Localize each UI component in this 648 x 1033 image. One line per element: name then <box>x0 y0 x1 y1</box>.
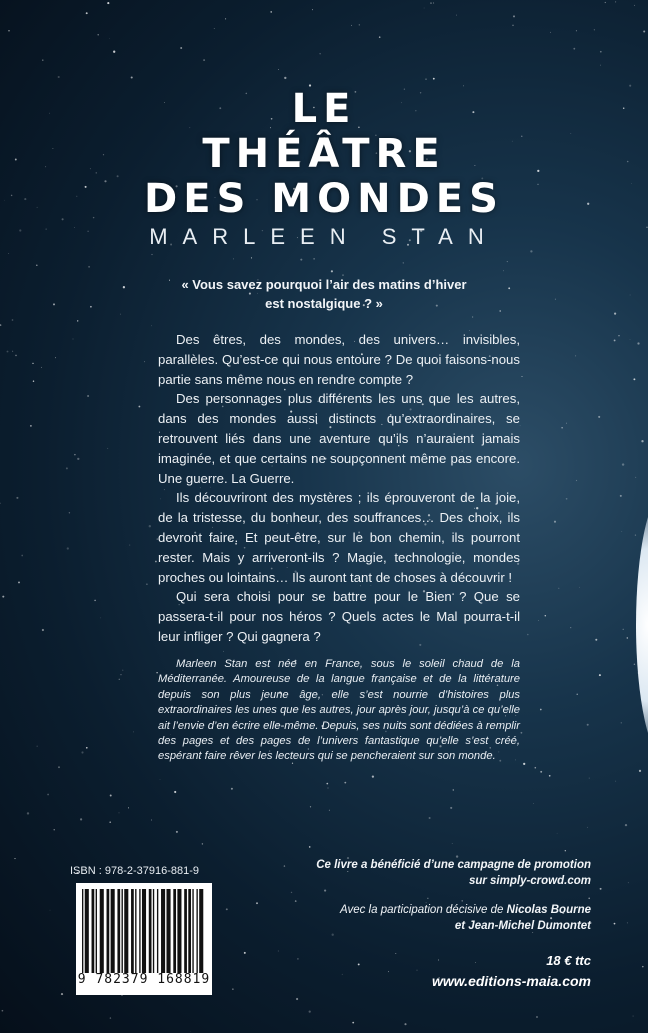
publisher-website[interactable]: www.editions-maia.com <box>432 973 591 989</box>
star <box>278 951 279 952</box>
star <box>557 833 558 834</box>
star <box>538 620 539 621</box>
collab-prefix: Avec la participation décisive de <box>340 904 504 916</box>
star <box>639 770 641 772</box>
synopsis-paragraph: Qui sera choisi pour se battre pour le Bien ? Que se passera-t-il pour nos héros ? Quels actes le Mal pourra-t-il leur infliger ? Qui gagnera ? <box>158 589 520 644</box>
star <box>637 342 639 344</box>
star <box>278 69 279 70</box>
star <box>88 266 90 268</box>
star <box>600 65 601 66</box>
star <box>244 952 246 954</box>
star <box>614 313 616 315</box>
star <box>146 583 148 585</box>
star <box>231 788 233 790</box>
star <box>296 998 298 1000</box>
star <box>566 423 567 424</box>
star <box>530 250 532 252</box>
star <box>425 78 427 80</box>
star <box>2 1010 4 1012</box>
star <box>635 477 636 478</box>
star <box>554 521 556 523</box>
star <box>107 2 109 4</box>
star <box>54 829 55 830</box>
star <box>313 258 314 259</box>
barcode-bar <box>82 889 83 973</box>
star <box>587 827 588 828</box>
star <box>577 694 578 695</box>
star <box>352 1022 354 1024</box>
star <box>351 25 352 26</box>
star <box>291 892 292 893</box>
star <box>120 314 121 315</box>
star <box>41 367 42 368</box>
star <box>15 355 17 357</box>
barcode-digits: 9 782379 168819 <box>77 972 211 987</box>
star <box>151 820 152 821</box>
star <box>453 789 454 790</box>
barcode-bar <box>107 889 110 973</box>
barcode-bar <box>111 889 115 973</box>
star <box>475 962 476 963</box>
barcode-bars <box>82 889 206 973</box>
star <box>558 588 559 589</box>
star <box>329 810 330 811</box>
star <box>522 376 523 377</box>
star <box>12 351 13 352</box>
star <box>615 781 616 782</box>
barcode-bar <box>192 889 193 973</box>
barcode-bar <box>153 889 154 973</box>
star <box>508 287 510 289</box>
star <box>615 1 616 2</box>
barcode-bar <box>173 889 176 973</box>
barcode <box>76 883 212 995</box>
star <box>58 766 60 768</box>
star <box>174 791 176 793</box>
star <box>81 751 83 753</box>
barcode-bar <box>177 889 181 973</box>
collab-line-1 <box>340 903 591 919</box>
star <box>512 25 513 26</box>
star <box>594 29 595 30</box>
synopsis <box>158 330 520 647</box>
star <box>131 76 133 78</box>
star <box>433 78 435 80</box>
star <box>570 627 571 628</box>
star <box>233 258 234 259</box>
star <box>331 270 333 272</box>
star <box>100 618 101 619</box>
star <box>77 458 79 460</box>
star <box>21 555 23 557</box>
star <box>320 53 321 54</box>
star <box>503 270 504 271</box>
barcode-bar <box>135 889 136 973</box>
star <box>344 782 346 784</box>
star <box>284 77 286 79</box>
star <box>129 545 130 546</box>
barcode-bar <box>117 889 120 973</box>
collab-name-1: Nicolas Bourne <box>506 904 591 916</box>
star <box>634 5 635 6</box>
star <box>110 795 112 797</box>
star <box>110 1017 111 1018</box>
star <box>599 674 601 676</box>
star <box>327 787 328 788</box>
star <box>151 254 152 255</box>
star <box>190 1031 191 1032</box>
star <box>58 76 60 78</box>
star <box>372 775 374 777</box>
star <box>565 850 566 851</box>
star <box>251 257 252 258</box>
star <box>627 637 628 638</box>
star <box>73 339 74 340</box>
star <box>297 958 299 960</box>
star <box>113 51 115 53</box>
star <box>169 280 170 281</box>
star <box>324 890 326 892</box>
barcode-bar <box>157 889 158 973</box>
star <box>37 746 38 747</box>
star <box>555 299 556 300</box>
star <box>521 732 523 734</box>
star <box>123 286 125 288</box>
barcode-bar <box>124 889 128 973</box>
barcode-bar <box>139 889 140 973</box>
star <box>403 262 404 263</box>
promo-line-1: Ce livre a bénéficié d’une campagne de promotion <box>316 859 591 871</box>
star <box>427 898 428 899</box>
barcode-bar <box>166 889 170 973</box>
star <box>42 59 43 60</box>
star <box>14 858 15 859</box>
star <box>614 923 616 925</box>
star <box>149 525 151 527</box>
star <box>332 934 334 936</box>
star <box>67 547 69 549</box>
star <box>575 355 576 356</box>
star <box>0 503 1 504</box>
barcode-bar <box>161 889 165 973</box>
star <box>628 883 629 884</box>
barcode-bar <box>149 889 152 973</box>
collab-line-2: et Jean-Michel Dumontet <box>454 919 591 932</box>
star <box>109 38 110 39</box>
star <box>94 600 96 602</box>
star <box>80 818 82 820</box>
star <box>144 361 145 362</box>
star <box>513 15 515 17</box>
star <box>634 664 635 665</box>
star <box>342 974 343 975</box>
title-line-3: DES MONDES <box>144 176 504 222</box>
star <box>545 615 546 616</box>
promo-line-2: sur simply-crowd.com <box>468 874 591 887</box>
star <box>433 3 434 4</box>
barcode-bar <box>142 889 146 973</box>
barcode-bar <box>131 889 134 973</box>
star <box>536 1016 538 1018</box>
star <box>462 900 463 901</box>
star <box>623 629 624 630</box>
star <box>120 674 121 675</box>
star <box>430 2 431 3</box>
star <box>614 339 616 341</box>
star <box>7 351 9 353</box>
star <box>203 59 205 61</box>
star <box>122 670 123 671</box>
star <box>2 596 4 598</box>
author-name: MARLEEN STAN <box>149 224 499 249</box>
star <box>379 36 381 38</box>
star <box>429 817 431 819</box>
star <box>214 28 215 29</box>
star <box>155 561 157 563</box>
star <box>630 295 631 296</box>
star <box>589 778 590 779</box>
author-bio-text: Marleen Stan est née en France, sous le soleil chaud de la Méditerranée. Amoureuse de la langue française et de la littérature depuis son plus jeune âge, elle s’est nourrie d’histoires plus extraordinaires les unes que les autres, jour après jour, jusqu’à ce qu’elle ait l’envie d’en écrire elle-même. Depuis, ses nuits sont dédiées à remplir des pages et des pages de l’univers fantastique qu’elle s’est créé, espérant faire rêver les lecteurs qui se pencheraient sur son monde. <box>158 658 520 763</box>
star <box>256 902 258 904</box>
star <box>310 806 311 807</box>
star <box>326 783 328 785</box>
star <box>598 416 600 418</box>
star <box>633 1016 634 1017</box>
promo-note <box>316 858 591 889</box>
star <box>27 812 29 814</box>
barcode-bar <box>96 889 97 973</box>
star <box>300 259 302 261</box>
star <box>643 30 645 32</box>
star <box>50 910 51 911</box>
star <box>358 963 360 965</box>
star <box>587 724 589 726</box>
star <box>55 357 56 358</box>
star <box>579 587 580 588</box>
star <box>540 709 542 711</box>
synopsis-paragraph: Des personnages plus différents les uns que les autres, dans des mondes aussi distincts qu’extraordinaires, se retrouvent liés dans une aventure qu’ils n’auraient jamais imaginée, et que certains ne soupçonnent même pas encore. Une guerre. La Guerre. <box>158 391 520 486</box>
star <box>270 11 272 13</box>
star <box>86 12 88 14</box>
star <box>202 843 203 844</box>
star <box>576 480 577 481</box>
star <box>232 988 233 989</box>
star <box>47 794 49 796</box>
star <box>523 763 525 765</box>
star <box>600 888 602 890</box>
star <box>576 30 577 31</box>
star <box>549 775 551 777</box>
star <box>160 779 161 780</box>
star <box>395 953 396 954</box>
star <box>295 900 297 902</box>
star <box>133 731 134 732</box>
star <box>223 651 224 652</box>
star <box>53 303 55 305</box>
title-line-1: LE <box>291 86 357 132</box>
synopsis-paragraph: Ils découvriront des mystères ; ils éprouveront de la joie, de la tristesse, du bonheur, des souffrances… Des choix, ils devront faire. Et peut-être, sur le bon chemin, ils pourront rester. Mais y arriveront-ils ? Magie, technologie, mondes proches ou lointains… Ils auront tant de choses à découvrir ! <box>158 490 520 585</box>
star <box>404 1023 406 1025</box>
star <box>535 767 537 769</box>
star <box>641 440 643 442</box>
star <box>32 363 33 364</box>
star <box>438 960 439 961</box>
star <box>119 679 120 680</box>
star <box>588 898 590 900</box>
star <box>109 821 111 823</box>
barcode-bar <box>92 889 95 973</box>
star <box>0 324 1 326</box>
barcode-bar <box>85 889 89 973</box>
star <box>621 722 622 723</box>
star <box>107 448 108 449</box>
star <box>630 339 631 340</box>
star <box>16 497 18 499</box>
star <box>87 395 89 397</box>
star <box>456 15 457 16</box>
star <box>573 48 575 50</box>
collaboration-note <box>340 903 591 934</box>
star <box>176 831 178 833</box>
star <box>625 824 627 826</box>
star <box>540 771 542 773</box>
star <box>309 1010 311 1012</box>
title-line-2: THÉÂTRE <box>202 131 446 177</box>
star <box>561 427 562 428</box>
star <box>128 807 129 808</box>
barcode-bar <box>199 889 203 973</box>
star <box>77 320 78 321</box>
isbn-label: ISBN : 978-2-37916-881-9 <box>70 865 200 877</box>
barcode-bar <box>122 889 123 973</box>
star <box>635 534 636 535</box>
star <box>450 807 452 809</box>
star <box>312 9 313 10</box>
star <box>74 454 76 456</box>
barcode-bar <box>100 889 104 973</box>
star <box>472 316 473 317</box>
star <box>424 8 425 9</box>
star <box>527 634 529 636</box>
star <box>33 380 34 381</box>
star <box>226 908 228 910</box>
star <box>600 51 602 53</box>
star <box>507 261 508 262</box>
star <box>225 18 226 19</box>
star <box>417 970 418 971</box>
star <box>550 32 551 33</box>
star <box>566 498 568 500</box>
star <box>499 310 501 312</box>
star <box>359 24 360 25</box>
star <box>69 512 70 513</box>
star <box>605 2 606 3</box>
barcode-bar <box>184 889 187 973</box>
author-bio <box>158 657 520 765</box>
tagline-quote: « Vous savez pourquoi l’air des matins d’hiver est nostalgique ? » <box>181 277 467 311</box>
star <box>90 306 92 308</box>
star <box>621 531 622 532</box>
synopsis-paragraph: Des êtres, des mondes, des univers… invisibles, parallèles. Qu’est-ce qui nous entoure ? De quoi faisons-nous partie sans même nous en rendre compte ? <box>158 332 520 387</box>
barcode-bar <box>188 889 191 973</box>
star <box>8 30 9 31</box>
star <box>8 253 9 254</box>
star <box>595 639 597 641</box>
star <box>622 463 624 465</box>
star <box>620 495 622 497</box>
star <box>97 34 98 35</box>
star <box>12 319 14 321</box>
star <box>119 813 120 814</box>
star <box>633 378 635 380</box>
star <box>618 335 619 336</box>
star <box>452 843 453 844</box>
star <box>42 629 44 631</box>
star <box>642 966 644 968</box>
star <box>61 993 63 995</box>
star <box>86 747 88 749</box>
price: 18 € ttc <box>546 953 591 968</box>
star <box>138 406 140 408</box>
star <box>388 971 389 972</box>
barcode-bar <box>196 889 197 973</box>
star <box>66 467 68 469</box>
star <box>627 922 628 923</box>
star <box>36 265 38 267</box>
star <box>309 846 311 848</box>
star <box>180 47 182 49</box>
star <box>18 581 20 583</box>
star <box>533 803 534 804</box>
star <box>151 325 152 326</box>
star <box>284 865 285 866</box>
star <box>30 425 32 427</box>
